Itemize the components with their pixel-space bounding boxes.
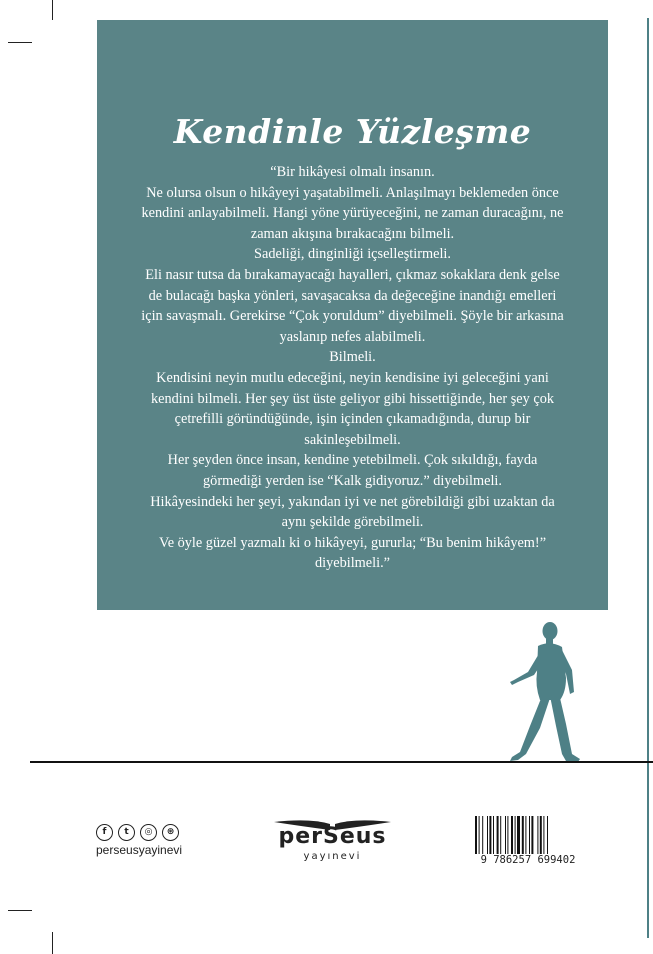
blurb-line: kendini bilmeli. Her şey üst üste geliyor gibi hissettiğinde, her şey çok [150,390,555,407]
barcode-bar [543,816,544,854]
walking-figure-illustration [500,620,590,765]
blurb-line: Ve öyle güzel yazmalı ki o hikâyeyi, gururla; “Bu benim hikâyem!” [158,534,547,551]
publisher-subtitle: yayınevi [303,851,362,862]
blurb-line: görmediği yerden ise “Kalk gidiyoruz.” diyebilmeli. [203,472,502,489]
blurb-line: diyebilmeli.” [314,555,391,572]
blurb-line: için savaşmalı. Gerekirse “Çok yoruldum” diyebilmeli. Şöyle bir arkasına [141,308,564,325]
barcode-bar [540,816,542,854]
barcode-bar [489,816,491,854]
blurb-panel [97,20,608,610]
blurb-line: çetrefilli göründüğünde, işin içinden çıkamadığında, durup bir [174,411,531,428]
publisher-logo [270,818,395,873]
barcode-bar [500,816,501,854]
barcode-bar [515,816,516,854]
barcode-bar [525,816,526,854]
blurb-line: “Bir hikâyesi olmalı insanın. [270,164,435,180]
facebook-icon: f [96,824,113,841]
blurb-line: yaslanıp nefes alabilmeli. [279,328,426,345]
blurb-line: Ne olursa olsun o hikâyeyi yaşatabilmeli. Anlaşılmayı beklemeden önce [146,184,559,201]
blurb-line: kendini anlayabilmeli. Hangi yöne yürüyeceğini, ne zaman duracağını, ne [141,205,564,222]
publisher-name: perSeus [278,824,387,849]
barcode-bar [505,816,506,854]
blurb-line: Sadeliği, dinginliği içselleştirmeli. [254,246,451,263]
twitter-icon: t [118,824,135,841]
barcode-bar [529,816,530,854]
web-icon: ⊛ [162,824,179,841]
crop-mark [8,910,32,911]
crop-mark [8,42,32,43]
barcode-bar [475,816,477,854]
spine-edge [647,18,649,938]
barcode-bar [487,816,488,854]
barcode-bar [511,816,513,854]
book-title: Kendinle Yüzleşme [173,112,532,151]
instagram-icon: ◎ [140,824,157,841]
barcode-bar [537,816,538,854]
blurb-line: Kendisini neyin mutlu edeceğini, neyin kendisine iyi geleceğini yani [156,369,549,386]
back-cover-blurb [111,162,594,574]
crop-mark [52,932,53,954]
blurb-line: aynı şekilde görebilmeli. [281,514,424,531]
blurb-line: Eli nasır tutsa da bırakamayacağı hayalleri, çıkmaz sokaklara denk gelse [145,266,560,283]
blurb-line: Hikâyesindeki her şeyi, yakından iyi ve net görebildiği gibi uzaktan da [150,493,555,510]
blurb-line: de bulacağı başka yönleri, savaşacaksa da değeceğine inandığı emelleri [148,287,557,304]
isbn-number: 9 786257 699402 [480,854,576,866]
blurb-line: zaman akışına bırakacağını bilmeli. [250,225,455,242]
barcode-bar [507,816,508,854]
barcode-bar [517,816,520,854]
barcode-bar [547,816,548,854]
barcode-bar [522,816,524,854]
blurb-line: Bilmeli. [329,349,376,366]
barcode-bar [493,816,494,854]
crop-mark [52,0,53,20]
social-handle: perseusyayinevi [96,843,183,857]
barcode-bar [479,816,480,854]
social-icons [96,824,179,841]
divider-line [30,761,653,763]
blurb-line: Her şeyden önce insan, kendine yetebilmeli. Çok sıkıldığı, fayda [167,452,538,469]
barcode-bar [482,816,483,854]
barcode-bar [531,816,533,854]
blurb-line: sakinleşebilmeli. [304,431,401,448]
barcode-bar [497,816,499,854]
barcode [475,816,575,854]
